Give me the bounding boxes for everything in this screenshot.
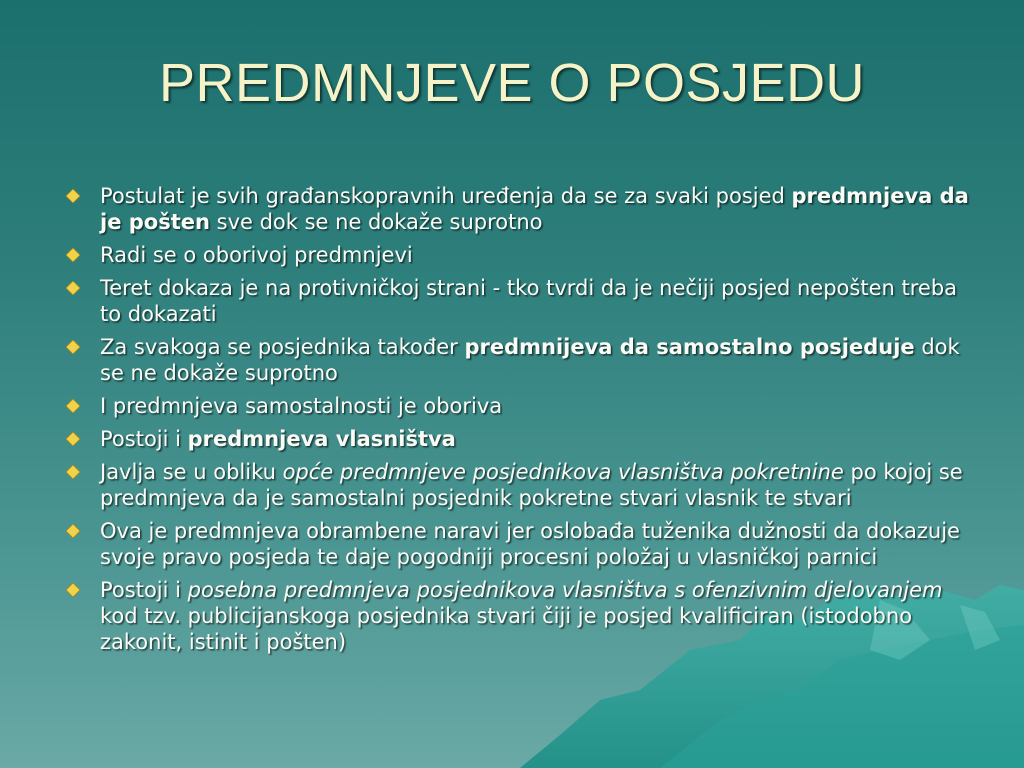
diamond-bullet-icon [66, 189, 80, 203]
diamond-bullet-icon [66, 281, 80, 295]
bullet-text-segment: Postoji i [100, 427, 188, 451]
bullet-text-segment: Javlja se u obliku [100, 460, 283, 484]
bullet-item [64, 242, 974, 268]
diamond-bullet-icon [66, 465, 80, 479]
bullet-text-segment: kod tzv. publicijanskoga posjednika stvari čiji je posjed kvalificiran (istodobno zakonit, istinit i pošten) [100, 604, 913, 654]
bullet-text-segment: Postoji i [100, 578, 188, 602]
bullet-text-segment: predmnjeva da je pošten [100, 184, 969, 234]
bullet-text-segment: Radi se o oborivoj predmnjevi [100, 243, 413, 267]
bullet-item [64, 393, 974, 419]
bullet-text-segment: Za svakoga se posjednika također [100, 335, 465, 359]
bullet-text-segment: po kojoj se predmnjeva da je samostalni posjednik pokretne stvari vlasnik te stvari [100, 460, 963, 510]
diamond-bullet-icon [66, 340, 80, 354]
bullet-item [64, 426, 974, 452]
bullet-list [64, 183, 974, 662]
bullet-text-segment: Teret dokaza je na protivničkoj strani - tko tvrdi da je nečiji posjed nepošten treba to dokazati [100, 276, 958, 326]
diamond-bullet-icon [66, 248, 80, 262]
diamond-bullet-icon [66, 583, 80, 597]
bullet-text-segment: Postulat je svih građanskopravnih uređenja da se za svaki posjed [100, 184, 792, 208]
diamond-bullet-icon [66, 399, 80, 413]
diamond-bullet-icon [66, 524, 80, 538]
bullet-item [64, 459, 974, 511]
bullet-item [64, 275, 974, 327]
bullet-text-segment: opće predmnjeve posjednikova vlasništva pokretnine [282, 460, 844, 484]
bullet-text-segment: sve dok se ne dokaže suprotno [209, 210, 543, 234]
bullet-item [64, 577, 974, 655]
slide-title: PREDMNJEVE O POSJEDU [158, 53, 866, 113]
bullet-text-segment: predmnijeva da samostalno posjeduje [464, 335, 915, 359]
diamond-bullet-icon [66, 432, 80, 446]
bullet-text-segment: Ova je predmnjeva obrambene naravi jer oslobađa tuženika dužnosti da dokazuje svoje pravo posjeda te daje pogodniji procesni položaj u vlasničkoj parnici [100, 519, 960, 569]
bullet-item [64, 334, 974, 386]
bullet-text-segment: dok se ne dokaže suprotno [100, 335, 960, 385]
bullet-text-segment: posebna predmnjeva posjednikova vlasništva s ofenzivnim djelovanjem [187, 578, 943, 602]
bullet-text-segment: I predmnjeva samostalnosti je oboriva [100, 394, 503, 418]
bullet-text-segment: predmnjeva vlasništva [187, 427, 456, 451]
bullet-item [64, 183, 974, 235]
bullet-item [64, 518, 974, 570]
